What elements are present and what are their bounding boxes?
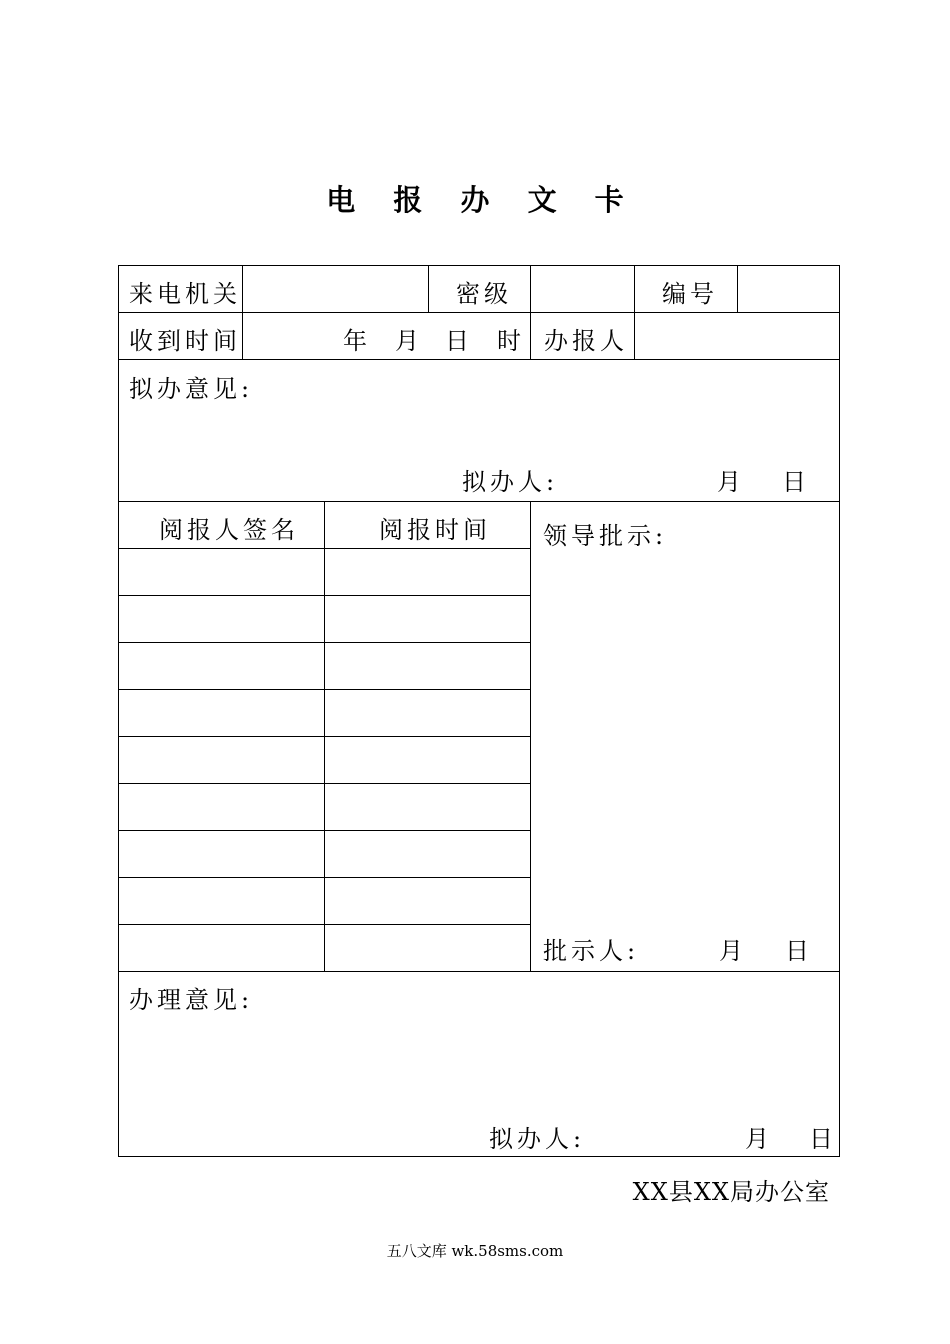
instruction-label: 领导批示: — [543, 522, 668, 550]
secret-level-field[interactable] — [531, 267, 634, 312]
reader-signature-cell[interactable] — [120, 925, 324, 971]
divider — [428, 266, 429, 312]
reader-signature-header: 阅报人签名 — [159, 516, 299, 544]
divider — [530, 501, 531, 971]
telegram-processing-card — [118, 265, 840, 1157]
handling-day-label: 日 — [809, 1125, 833, 1153]
reading-time-cell[interactable] — [325, 784, 530, 830]
reader-signature-cell[interactable] — [120, 784, 324, 830]
handler-label: 办报人 — [544, 327, 628, 355]
received-time-label: 收到时间 — [129, 327, 241, 355]
reader-signature-cell[interactable] — [120, 690, 324, 736]
issuing-office: XX县XX局办公室 — [632, 1178, 830, 1206]
proposal-signer-label: 拟办人: — [462, 468, 559, 496]
received-month-label: 月 — [395, 327, 419, 355]
sender-label: 来电机关 — [129, 280, 241, 308]
reader-signature-cell[interactable] — [120, 737, 324, 783]
reader-signature-cell[interactable] — [120, 549, 324, 595]
reader-signature-cell[interactable] — [120, 878, 324, 924]
secret-level-label: 密级 — [456, 280, 512, 308]
number-label: 编号 — [662, 280, 718, 308]
reading-time-cell[interactable] — [325, 643, 530, 689]
source-watermark: 五八文库 wk.58sms.com — [386, 1242, 564, 1260]
reading-time-cell[interactable] — [325, 878, 530, 924]
instruction-signer-label: 批示人: — [543, 937, 640, 965]
number-field[interactable] — [738, 267, 839, 312]
handling-label: 办理意见: — [129, 986, 254, 1014]
reading-time-cell[interactable] — [325, 737, 530, 783]
page-title: 电 报 办 文 卡 — [326, 183, 638, 217]
received-day-label: 日 — [445, 327, 469, 355]
handling-signer-label: 拟办人: — [489, 1125, 586, 1153]
divider — [119, 501, 839, 502]
reading-time-cell[interactable] — [325, 925, 530, 971]
reading-time-cell[interactable] — [325, 831, 530, 877]
sender-field[interactable] — [243, 267, 428, 312]
reader-signature-cell[interactable] — [120, 643, 324, 689]
reading-time-header: 阅报时间 — [379, 516, 491, 544]
received-year-label: 年 — [343, 327, 367, 355]
reading-time-cell[interactable] — [325, 690, 530, 736]
handling-month-label: 月 — [745, 1125, 769, 1153]
proposal-label: 拟办意见: — [129, 375, 254, 403]
divider — [119, 971, 839, 972]
received-hour-label: 时 — [497, 327, 521, 355]
instruction-month-label: 月 — [719, 937, 743, 965]
reading-time-cell[interactable] — [325, 549, 530, 595]
instruction-day-label: 日 — [785, 937, 809, 965]
reader-signature-cell[interactable] — [120, 596, 324, 642]
divider — [119, 359, 839, 360]
proposal-day-label: 日 — [782, 468, 806, 496]
reader-signature-cell[interactable] — [120, 831, 324, 877]
proposal-month-label: 月 — [717, 468, 741, 496]
reading-time-cell[interactable] — [325, 596, 530, 642]
handler-field[interactable] — [635, 313, 839, 359]
